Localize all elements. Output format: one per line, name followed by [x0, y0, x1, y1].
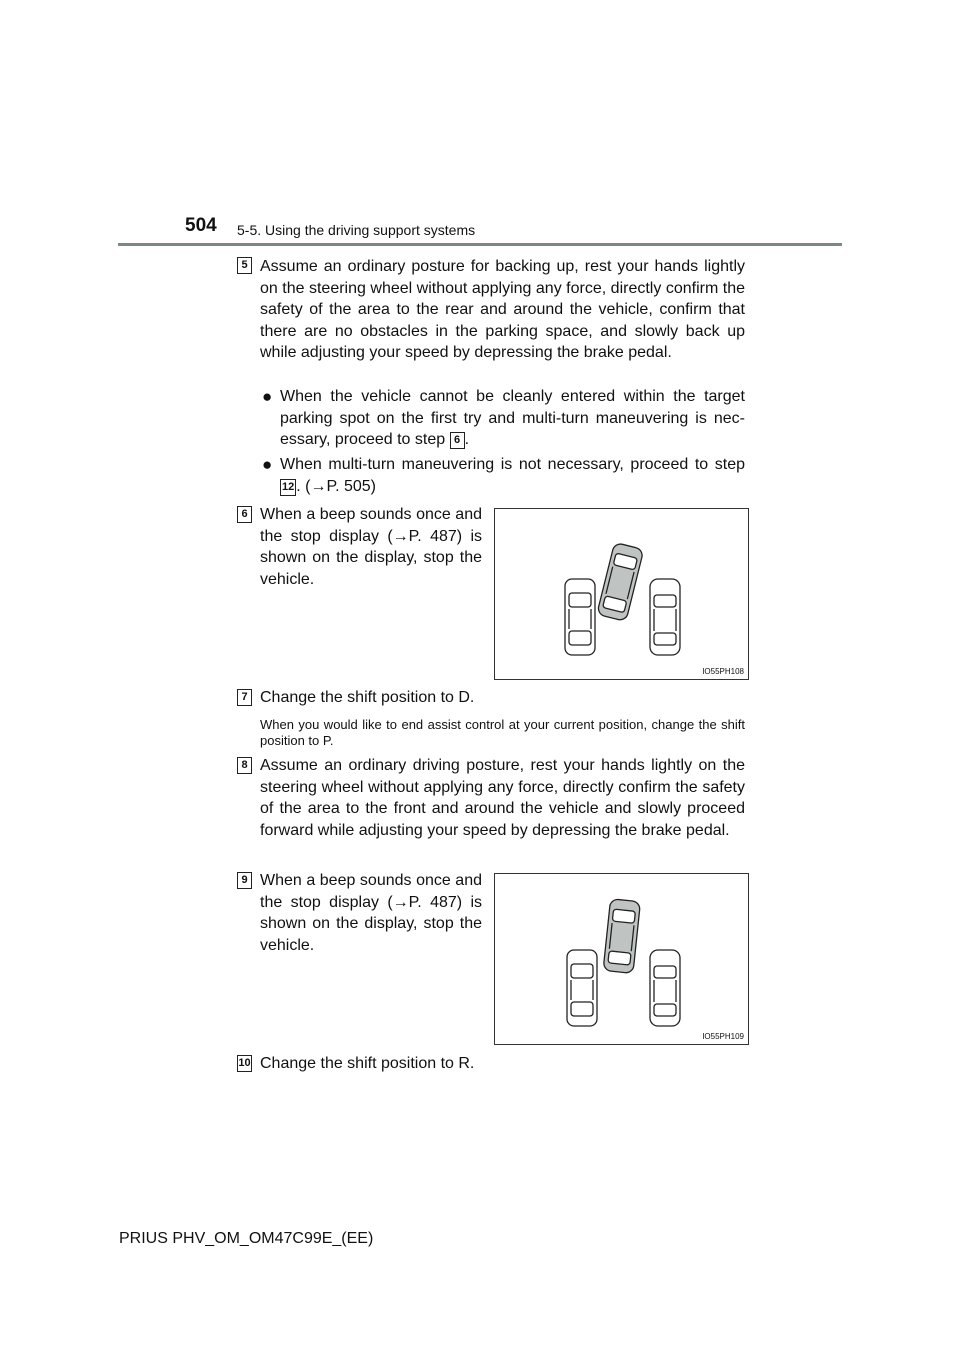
document-id: PRIUS PHV_OM_OM47C99E_(EE) [119, 1230, 374, 1247]
step-7-badge: 7 [237, 689, 252, 706]
bullet-1-end: . [464, 431, 470, 449]
step-5-bullet-2 [262, 454, 745, 497]
step-8-badge: 8 [237, 757, 252, 774]
page-number: 504 [185, 215, 217, 236]
step-5-text: Assume an ordinary posture for backing up, rest your hands lightly on the steering wheel without applying any force, directly confirm the safety of the area to the rear and around the vehicle, confirm that there are no obstacles in the parking space, and slowly back up while adjusting your speed by depressing the brake pedal. [260, 258, 745, 362]
step-7-note: When you would like to end assist control at your current position, change the shift position to P. [260, 717, 745, 748]
parking-illustration-1 [495, 509, 750, 681]
figure-reverse-parking [494, 508, 749, 680]
header-divider [118, 243, 842, 246]
car-left-icon [567, 950, 597, 1026]
step-7-text: Change the shift position to D. [260, 689, 475, 706]
step-9-text: When a beep sounds once and the stop display (→P. 487) is shown on the display, stop the vehicle. [260, 872, 482, 954]
car-right-icon [650, 950, 680, 1026]
step-5-badge: 5 [237, 257, 252, 274]
car-right-icon [650, 579, 680, 655]
step-ref-6[interactable]: 6 [450, 432, 465, 449]
car-left-icon [565, 579, 595, 655]
step-8-text: Assume an ordinary driving posture, rest your hands lightly on the steering wheel without applying any force, directly confirm the safety of the area to the front and around the vehicle and slowly proceed forward while adjusting your speed by depressing the brake pedal. [260, 757, 745, 839]
step-10-badge: 10 [237, 1055, 252, 1072]
bullet-icon: ● [262, 387, 273, 406]
parking-illustration-2 [495, 874, 750, 1046]
car-own-icon [597, 542, 644, 621]
bullet-2-text: When multi-turn maneuvering is not necessary, proceed to step [280, 456, 745, 473]
step-5-bullet-1 [262, 386, 745, 451]
section-title: 5-5. Using the driving support systems [237, 222, 476, 238]
bullet-icon: ● [262, 455, 273, 474]
step-10-text: Change the shift position to R. [260, 1055, 475, 1072]
figure-code: IO55PH108 [702, 667, 744, 676]
figure-code: IO55PH109 [702, 1032, 744, 1041]
bullet-2-end: . (→P. 505) [296, 477, 376, 495]
step-6-badge: 6 [237, 506, 252, 523]
bullet-1-text: When the vehicle cannot be cleanly entered within the target parking spot on the first try and multi-turn maneuvering is nec-essary, proceed to step [280, 388, 745, 449]
car-own-icon [603, 899, 640, 974]
figure-forward-adjust [494, 873, 749, 1045]
step-9-badge: 9 [237, 872, 252, 889]
step-6-text: When a beep sounds once and the stop display (→P. 487) is shown on the display, stop the vehicle. [260, 506, 482, 588]
step-ref-12[interactable]: 12 [280, 479, 296, 496]
